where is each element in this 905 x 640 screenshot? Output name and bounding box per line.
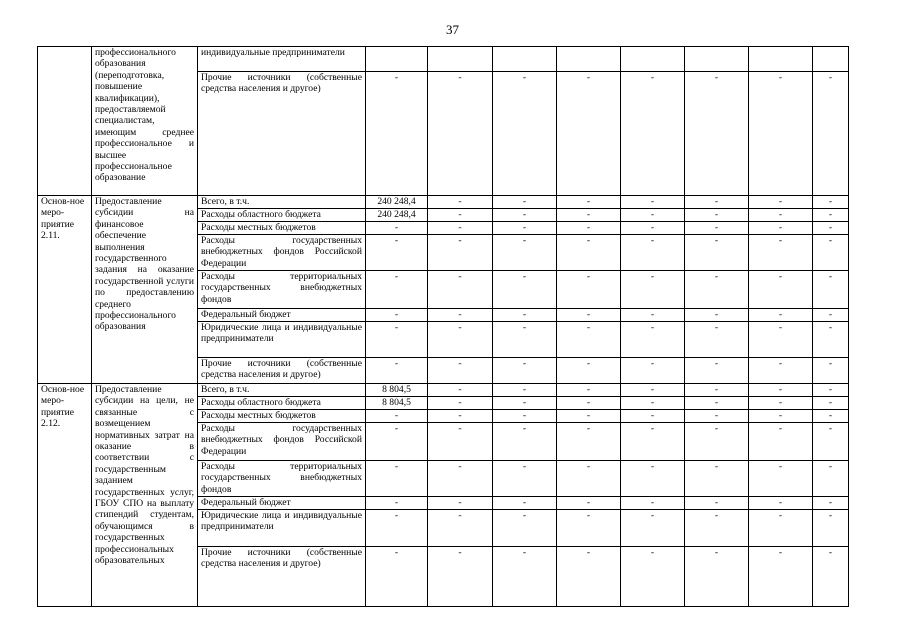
value-cell: - xyxy=(428,384,493,397)
value-cell: - xyxy=(813,196,849,209)
value-cell: - xyxy=(428,497,493,510)
value-cell: - xyxy=(366,410,428,423)
event-description-cell: Предоставление субсидии на цели, не связанные с возмещением нормативных затрат на оказание в соответствии с государственным заданием государственных услуг, ГБОУ СПО на выплату стипендий студентам, обучающимся в государственных профессиональных образовательных xyxy=(92,384,198,607)
value-cell: - xyxy=(493,222,557,235)
value-cell: - xyxy=(366,510,428,547)
value-cell: - xyxy=(493,410,557,423)
value-cell: - xyxy=(621,235,685,271)
value-cell: - xyxy=(557,358,621,384)
value-cell: - xyxy=(557,271,621,309)
value-cell: - xyxy=(621,322,685,358)
value-cell xyxy=(493,47,557,72)
value-cell: - xyxy=(621,510,685,547)
value-cell: - xyxy=(557,322,621,358)
value-cell: - xyxy=(749,322,813,358)
value-cell: - xyxy=(621,497,685,510)
value-cell xyxy=(621,47,685,72)
value-cell: - xyxy=(749,397,813,410)
value-cell: - xyxy=(428,461,493,497)
event-number-cell: Основ-ное меро-приятие 2.11. xyxy=(38,196,92,384)
value-cell xyxy=(685,47,749,72)
value-cell: - xyxy=(557,384,621,397)
value-cell: - xyxy=(557,222,621,235)
value-cell: - xyxy=(621,410,685,423)
value-cell: - xyxy=(813,397,849,410)
value-cell: - xyxy=(813,322,849,358)
value-cell: - xyxy=(557,461,621,497)
value-cell: - xyxy=(749,510,813,547)
value-cell: - xyxy=(493,423,557,461)
value-cell: - xyxy=(428,196,493,209)
value-cell: - xyxy=(366,358,428,384)
event-number-cell xyxy=(38,47,92,196)
value-cell: 240 248,4 xyxy=(366,196,428,209)
value-cell: - xyxy=(813,72,849,196)
value-cell xyxy=(749,47,813,72)
value-cell: - xyxy=(366,235,428,271)
value-cell: - xyxy=(428,209,493,222)
value-cell: - xyxy=(685,222,749,235)
value-cell: - xyxy=(685,423,749,461)
value-cell: - xyxy=(493,209,557,222)
value-cell xyxy=(366,47,428,72)
funding-source-cell: Расходы местных бюджетов xyxy=(198,410,366,423)
funding-source-cell: Всего, в т.ч. xyxy=(198,384,366,397)
value-cell: - xyxy=(685,309,749,322)
value-cell: - xyxy=(428,271,493,309)
value-cell: - xyxy=(557,547,621,607)
value-cell: - xyxy=(685,547,749,607)
funding-source-cell: Юридические лица и индивидуальные предприниматели xyxy=(198,322,366,358)
value-cell: - xyxy=(621,72,685,196)
value-cell: - xyxy=(749,461,813,497)
value-cell: - xyxy=(493,72,557,196)
value-cell: - xyxy=(685,497,749,510)
value-cell: - xyxy=(366,497,428,510)
table-row xyxy=(38,196,849,209)
value-cell: - xyxy=(813,423,849,461)
value-cell: - xyxy=(813,497,849,510)
value-cell: - xyxy=(621,461,685,497)
value-cell: - xyxy=(621,222,685,235)
value-cell: - xyxy=(749,235,813,271)
table-row xyxy=(38,384,849,397)
value-cell: - xyxy=(621,309,685,322)
value-cell: - xyxy=(428,309,493,322)
value-cell: - xyxy=(493,397,557,410)
value-cell: - xyxy=(813,309,849,322)
value-cell: - xyxy=(749,196,813,209)
funding-source-cell: Юридические лица и индивидуальные предприниматели xyxy=(198,510,366,547)
value-cell: - xyxy=(621,384,685,397)
funding-source-cell: Расходы государственных внебюджетных фондов Российской Федерации xyxy=(198,235,366,271)
value-cell: - xyxy=(428,410,493,423)
budget-table xyxy=(37,46,849,607)
value-cell: - xyxy=(493,322,557,358)
value-cell: - xyxy=(493,510,557,547)
value-cell: - xyxy=(813,510,849,547)
value-cell: - xyxy=(749,410,813,423)
funding-source-cell: Прочие источники (собственные средства населения и другое) xyxy=(198,358,366,384)
value-cell: - xyxy=(493,461,557,497)
value-cell: - xyxy=(749,309,813,322)
value-cell: - xyxy=(557,397,621,410)
value-cell: - xyxy=(493,384,557,397)
value-cell: - xyxy=(621,423,685,461)
page-number: 37 xyxy=(446,22,459,37)
value-cell: - xyxy=(749,72,813,196)
value-cell: - xyxy=(685,271,749,309)
value-cell: - xyxy=(621,397,685,410)
value-cell: - xyxy=(813,209,849,222)
funding-source-cell: Расходы областного бюджета xyxy=(198,209,366,222)
value-cell: - xyxy=(366,547,428,607)
value-cell: - xyxy=(685,510,749,547)
value-cell: - xyxy=(428,397,493,410)
value-cell: - xyxy=(621,196,685,209)
value-cell: - xyxy=(366,222,428,235)
value-cell: - xyxy=(493,271,557,309)
value-cell: - xyxy=(621,209,685,222)
funding-source-cell: Прочие источники (собственные средства населения и другое) xyxy=(198,72,366,196)
value-cell: - xyxy=(493,358,557,384)
value-cell: - xyxy=(749,222,813,235)
value-cell: - xyxy=(493,497,557,510)
value-cell: - xyxy=(621,358,685,384)
value-cell: - xyxy=(493,309,557,322)
value-cell: - xyxy=(685,209,749,222)
value-cell: - xyxy=(813,410,849,423)
value-cell: - xyxy=(366,461,428,497)
value-cell: - xyxy=(813,461,849,497)
value-cell: - xyxy=(685,384,749,397)
value-cell: - xyxy=(813,271,849,309)
value-cell: - xyxy=(366,72,428,196)
value-cell: - xyxy=(685,72,749,196)
value-cell: - xyxy=(749,497,813,510)
value-cell: - xyxy=(749,271,813,309)
funding-source-cell: Федеральный бюджет xyxy=(198,309,366,322)
value-cell: - xyxy=(749,547,813,607)
event-description-cell: профессионального образования (переподготовка, повышение квалификации), предоставляемой специалистам, имеющим среднее профессиональное и высшее профессиональное образование xyxy=(92,47,198,196)
value-cell: - xyxy=(428,358,493,384)
funding-source-cell: индивидуальные предприниматели xyxy=(198,47,366,72)
value-cell xyxy=(813,47,849,72)
funding-source-cell: Расходы территориальных государственных внебюджетных фондов xyxy=(198,271,366,309)
table-row xyxy=(38,47,849,72)
value-cell: - xyxy=(428,222,493,235)
value-cell: - xyxy=(557,72,621,196)
funding-source-cell: Расходы государственных внебюджетных фондов Российской Федерации xyxy=(198,423,366,461)
value-cell xyxy=(557,47,621,72)
value-cell: - xyxy=(685,235,749,271)
funding-source-cell: Расходы территориальных государственных внебюджетных фондов xyxy=(198,461,366,497)
value-cell: - xyxy=(428,423,493,461)
value-cell: - xyxy=(366,309,428,322)
value-cell: - xyxy=(685,196,749,209)
value-cell: - xyxy=(493,196,557,209)
funding-source-cell: Прочие источники (собственные средства населения и другое) xyxy=(198,547,366,607)
value-cell: - xyxy=(428,547,493,607)
table-body xyxy=(38,47,849,607)
value-cell: 8 804,5 xyxy=(366,397,428,410)
value-cell: - xyxy=(749,358,813,384)
funding-source-cell: Всего, в т.ч. xyxy=(198,196,366,209)
value-cell: - xyxy=(366,271,428,309)
value-cell: - xyxy=(428,322,493,358)
value-cell: - xyxy=(685,397,749,410)
value-cell: - xyxy=(366,423,428,461)
value-cell: - xyxy=(813,222,849,235)
value-cell: - xyxy=(557,196,621,209)
value-cell: - xyxy=(557,309,621,322)
value-cell: - xyxy=(749,384,813,397)
value-cell: - xyxy=(493,547,557,607)
value-cell: - xyxy=(493,235,557,271)
value-cell: - xyxy=(557,209,621,222)
value-cell: - xyxy=(813,235,849,271)
value-cell xyxy=(428,47,493,72)
value-cell: - xyxy=(428,235,493,271)
value-cell: - xyxy=(621,271,685,309)
event-number-cell: Основ-ное меро-приятие 2.12. xyxy=(38,384,92,607)
value-cell: - xyxy=(621,547,685,607)
value-cell: 8 804,5 xyxy=(366,384,428,397)
value-cell: - xyxy=(749,423,813,461)
funding-source-cell: Расходы местных бюджетов xyxy=(198,222,366,235)
funding-source-cell: Расходы областного бюджета xyxy=(198,397,366,410)
funding-source-cell: Федеральный бюджет xyxy=(198,497,366,510)
value-cell: - xyxy=(557,423,621,461)
value-cell: - xyxy=(813,384,849,397)
value-cell: - xyxy=(685,410,749,423)
event-description-cell: Предоставление субсидии на финансовое обеспечение выполнения государственного задания на оказание государственной услуги по предоставлению среднего профессионального образования xyxy=(92,196,198,384)
value-cell: - xyxy=(428,72,493,196)
value-cell: - xyxy=(557,235,621,271)
value-cell: - xyxy=(685,358,749,384)
value-cell: - xyxy=(685,461,749,497)
value-cell: - xyxy=(366,322,428,358)
value-cell: - xyxy=(749,209,813,222)
value-cell: - xyxy=(557,497,621,510)
value-cell: - xyxy=(813,547,849,607)
value-cell: - xyxy=(428,510,493,547)
value-cell: 240 248,4 xyxy=(366,209,428,222)
value-cell: - xyxy=(813,358,849,384)
value-cell: - xyxy=(557,510,621,547)
value-cell: - xyxy=(685,322,749,358)
value-cell: - xyxy=(557,410,621,423)
